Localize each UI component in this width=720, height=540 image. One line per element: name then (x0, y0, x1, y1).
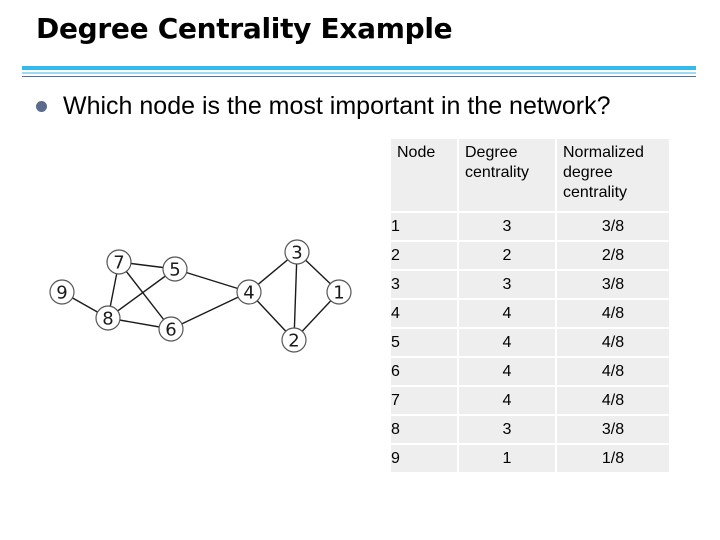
cell-normalized: 1/8 (557, 445, 669, 472)
graph-node-label: 6 (165, 319, 177, 341)
table-row (391, 387, 669, 414)
graph-nodes (50, 240, 351, 352)
bullet-text: Which node is the most important in the network? (63, 92, 611, 120)
graph-node-4 (237, 280, 261, 304)
graph-node-6 (159, 317, 183, 341)
cell-degree: 1 (459, 445, 555, 472)
slide-title: Degree Centrality Example (36, 12, 453, 45)
cell-degree: 3 (459, 271, 555, 298)
graph-edge-6-4 (171, 292, 249, 329)
header-node: Node (391, 139, 457, 211)
cell-normalized: 4/8 (557, 300, 669, 327)
graph-node-label: 1 (333, 282, 345, 304)
header-normalized-degree-centrality: Normalized degree centrality (557, 139, 669, 211)
table-row (391, 242, 669, 269)
cell-normalized: 2/8 (557, 242, 669, 269)
graph-node-7 (107, 250, 131, 274)
cell-normalized: 3/8 (557, 416, 669, 443)
title-divider (22, 66, 696, 70)
cell-node: 6 (391, 358, 457, 385)
table-row (391, 358, 669, 385)
table-row (391, 445, 669, 472)
cell-node: 1 (391, 213, 457, 240)
cell-node: 5 (391, 329, 457, 356)
cell-normalized: 4/8 (557, 387, 669, 414)
cell-degree: 2 (459, 242, 555, 269)
graph-node-label: 9 (56, 282, 68, 304)
bullet-item (36, 92, 611, 121)
table-body (391, 213, 669, 472)
graph-node-label: 4 (243, 282, 255, 304)
title-divider-dark (22, 76, 696, 77)
cell-node: 8 (391, 416, 457, 443)
graph-node-1 (327, 280, 351, 304)
cell-degree: 4 (459, 358, 555, 385)
graph-node-label: 2 (288, 330, 300, 352)
cell-normalized: 4/8 (557, 358, 669, 385)
table-row (391, 300, 669, 327)
cell-normalized: 3/8 (557, 213, 669, 240)
graph-node-3 (285, 240, 309, 264)
bullet-icon (36, 101, 47, 112)
table-header-row (391, 139, 669, 211)
cell-node: 2 (391, 242, 457, 269)
cell-normalized: 4/8 (557, 329, 669, 356)
cell-node: 3 (391, 271, 457, 298)
cell-degree: 3 (459, 416, 555, 443)
cell-degree: 4 (459, 300, 555, 327)
graph-node-label: 8 (102, 308, 114, 330)
cell-node: 4 (391, 300, 457, 327)
table-row (391, 271, 669, 298)
title-divider-light (22, 72, 696, 74)
cell-node: 7 (391, 387, 457, 414)
graph-node-label: 7 (113, 252, 125, 274)
table-row (391, 416, 669, 443)
graph-node-5 (163, 257, 187, 281)
graph-node-8 (96, 306, 120, 330)
table-row (391, 213, 669, 240)
table-row (391, 329, 669, 356)
cell-degree: 4 (459, 329, 555, 356)
cell-degree: 4 (459, 387, 555, 414)
graph-node-label: 3 (291, 242, 303, 264)
cell-node: 9 (391, 445, 457, 472)
centrality-table (389, 137, 671, 474)
graph-node-2 (282, 328, 306, 352)
network-graph (40, 232, 360, 362)
cell-normalized: 3/8 (557, 271, 669, 298)
graph-node-9 (50, 280, 74, 304)
graph-edge-3-2 (294, 252, 297, 340)
graph-node-label: 5 (169, 259, 181, 281)
header-degree-centrality: Degree centrality (459, 139, 555, 211)
cell-degree: 3 (459, 213, 555, 240)
